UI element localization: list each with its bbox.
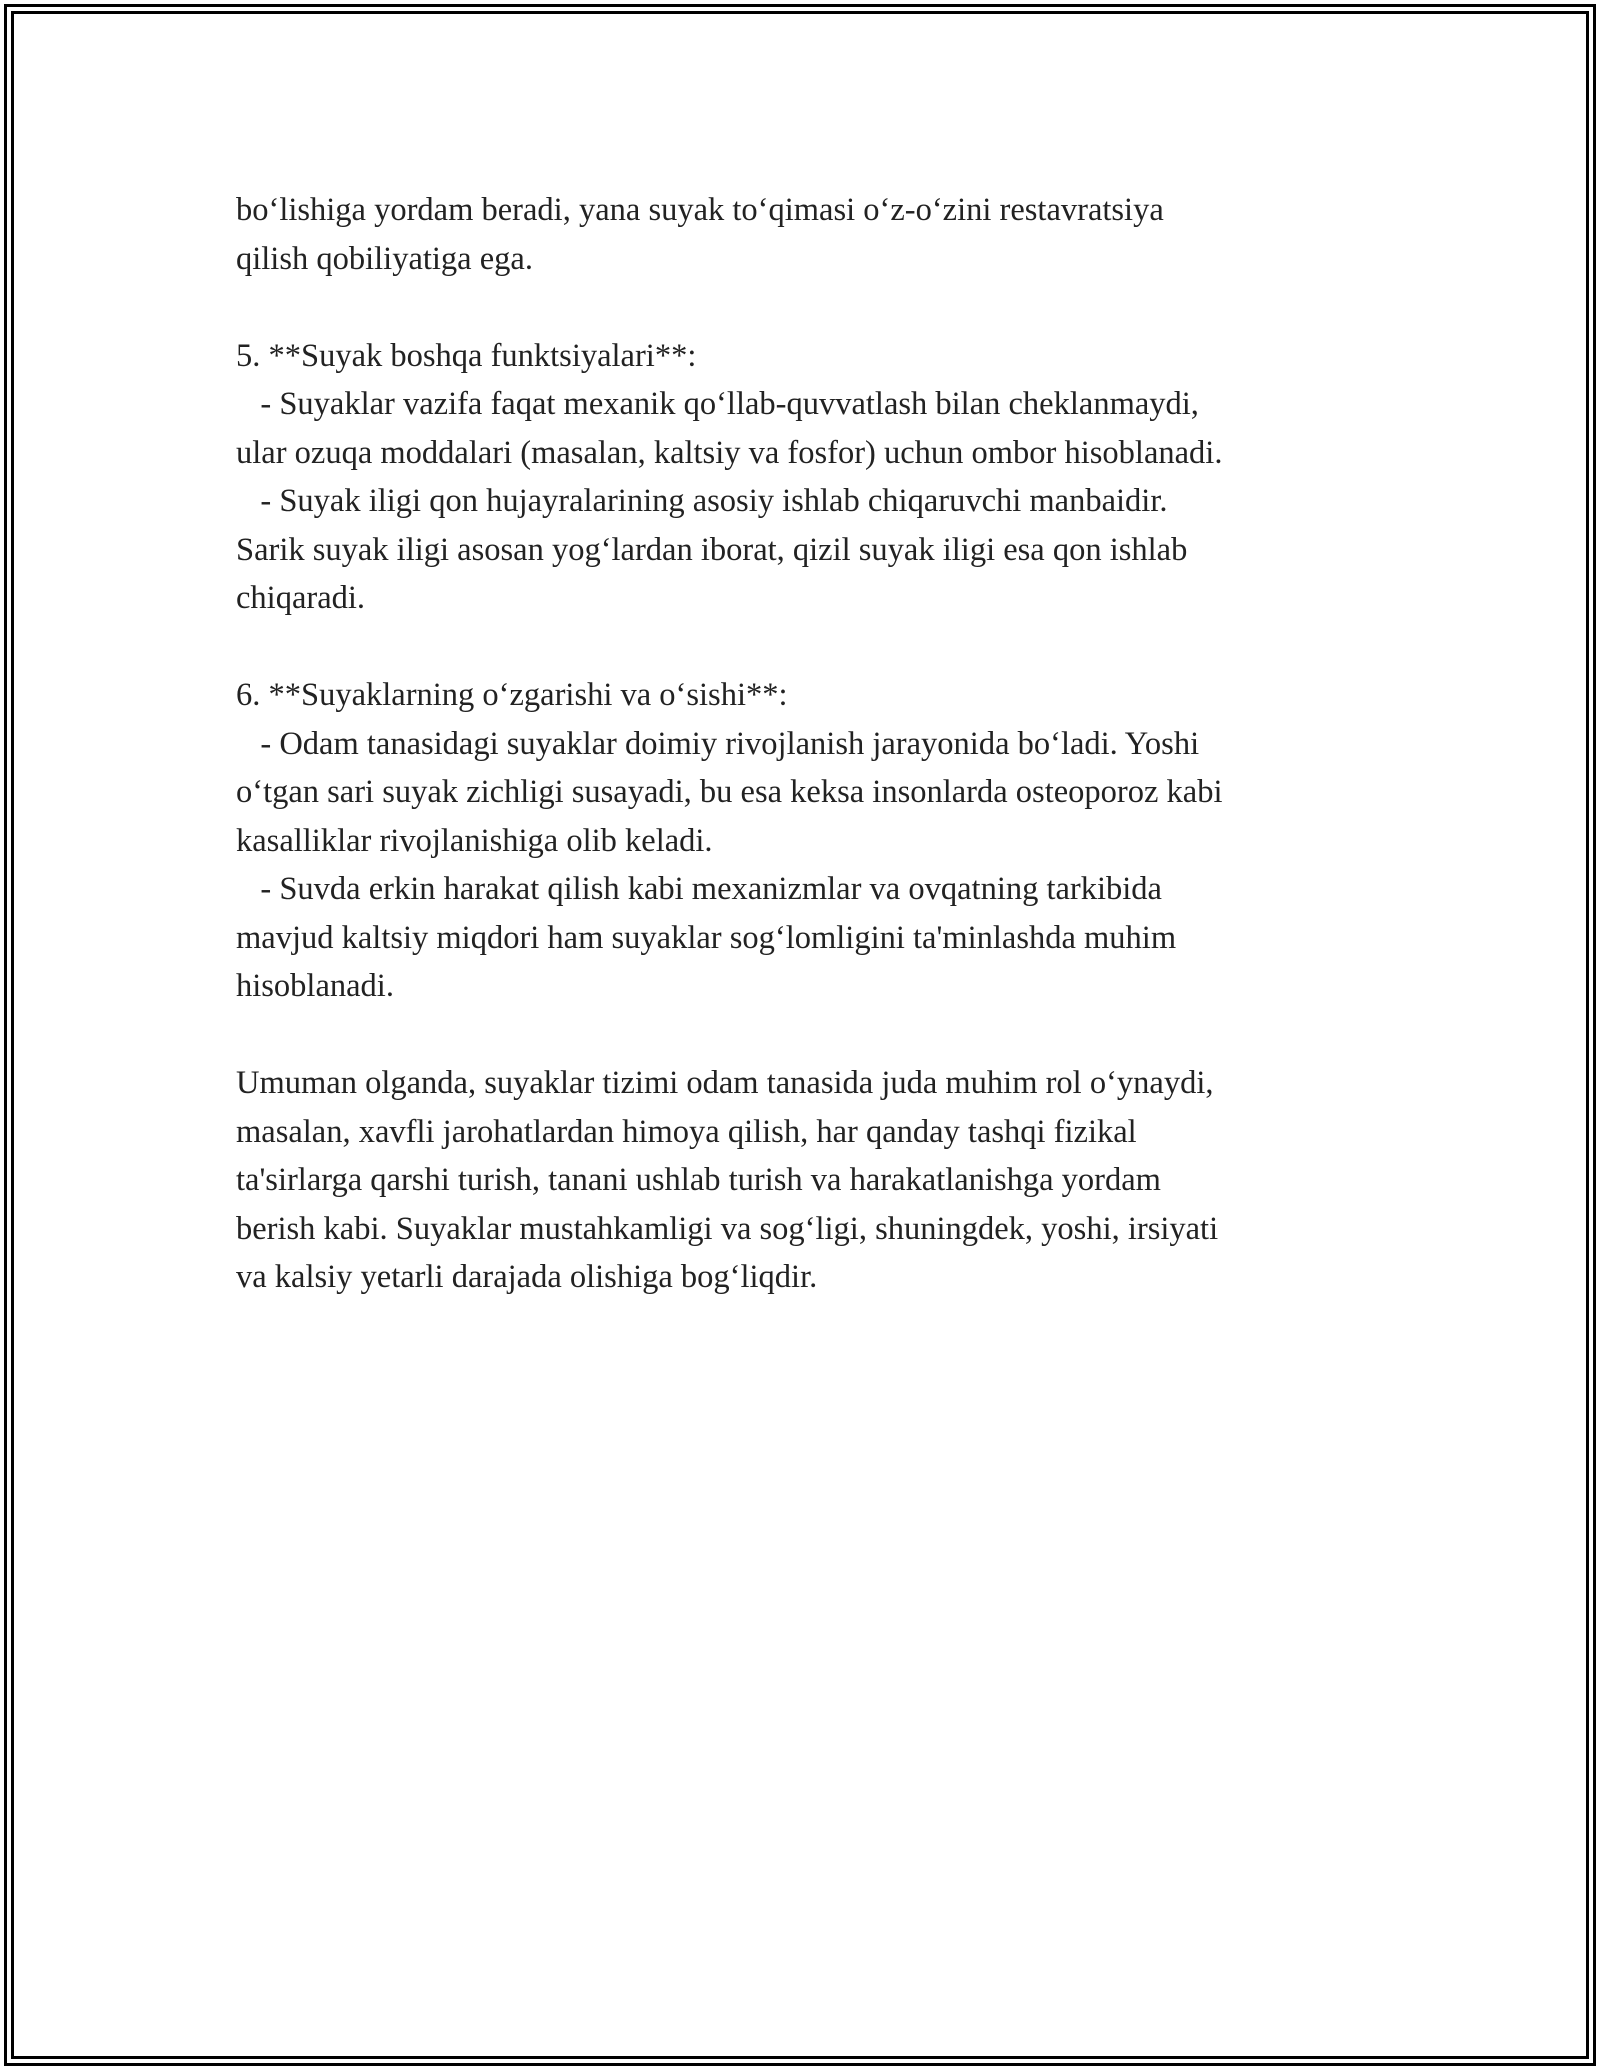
text-line: - Odam tanasidagi suyaklar doimiy rivojlanish jarayonida bo‘ladi. Yoshi: [236, 725, 1200, 762]
text-line: - Suyak iligi qon hujayralarining asosiy ishlab chiqaruvchi manbaidir.: [236, 483, 1168, 519]
text-line: masalan, xavfli jarohatlardan himoya qilish, har qanday tashqi fizikal: [236, 1113, 1137, 1150]
text-line: ular ozuqa moddalari (masalan, kaltsiy va fosfor) uchun ombor hisoblanadi.: [236, 434, 1223, 471]
text-line: qilish qobiliyatiga ega.: [236, 240, 533, 277]
text-line: Sarik suyak iligi asosan yog‘lardan iborat, qizil suyak iligi esa qon ishlab: [236, 531, 1188, 568]
document-body: [236, 186, 1366, 1302]
paragraph-gap: [236, 623, 1366, 672]
text-line: - Suvda erkin harakat qilish kabi mexanizmlar va ovqatning tarkibida: [236, 871, 1162, 907]
text-line: Umuman olganda, suyaklar tizimi odam tanasida juda muhim rol o‘ynaydi,: [236, 1065, 1214, 1101]
paragraph-gap: [236, 283, 1366, 332]
text-line: bo‘lishiga yordam beradi, yana suyak to‘qimasi o‘z-o‘zini restavratsiya: [236, 192, 1164, 228]
paragraph-gap: [236, 1011, 1366, 1060]
text-line: - Suyaklar vazifa faqat mexanik qo‘llab-quvvatlash bilan cheklanmaydi,: [236, 386, 1199, 422]
section-heading: 5. **Suyak boshqa funktsiyalari**:: [236, 337, 697, 374]
text-line: ta'sirlarga qarshi turish, tanani ushlab turish va harakatlanishga yordam: [236, 1162, 1161, 1198]
text-line: mavjud kaltsiy miqdori ham suyaklar sog‘lomligini ta'minlashda muhim: [236, 919, 1177, 956]
text-line: va kalsiy yetarli darajada olishiga bog‘liqdir.: [236, 1259, 818, 1295]
section-heading: 6. **Suyaklarning o‘zgarishi va o‘sishi**:: [236, 677, 788, 713]
text-line: chiqaradi.: [236, 580, 366, 616]
text-line: o‘tgan sari suyak zichligi susayadi, bu esa keksa insonlarda osteoporoz kabi: [236, 774, 1223, 810]
text-line: kasalliklar rivojlanishiga olib keladi.: [236, 822, 713, 859]
text-line: hisoblanadi.: [236, 968, 394, 1004]
text-line: berish kabi. Suyaklar mustahkamligi va sog‘ligi, shuningdek, yoshi, irsiyati: [236, 1210, 1219, 1247]
